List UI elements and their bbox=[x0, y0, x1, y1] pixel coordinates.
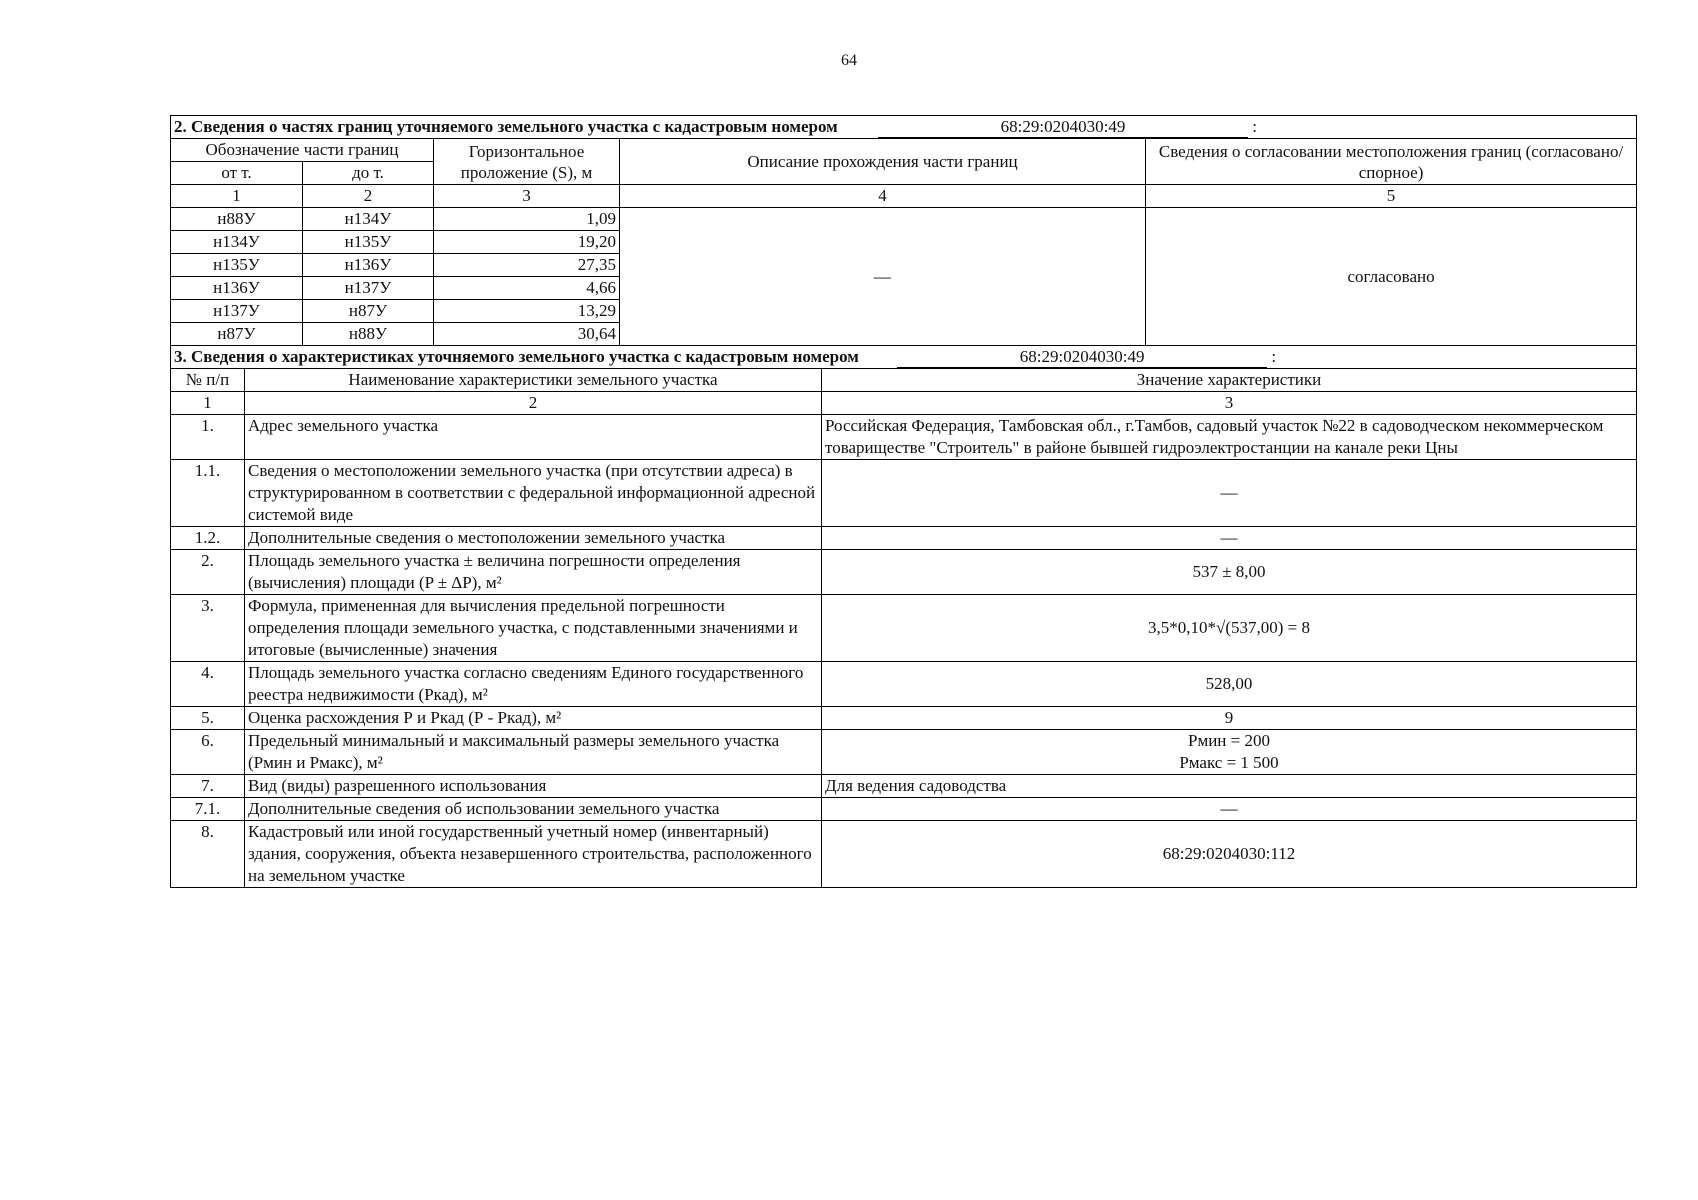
characteristic-value: 9 bbox=[822, 707, 1637, 730]
characteristic-value: — bbox=[822, 527, 1637, 550]
from-point: н87У bbox=[171, 323, 303, 346]
characteristic-value: 537 ± 8,00 bbox=[822, 550, 1637, 595]
characteristic-name: Вид (виды) разрешенного использования bbox=[245, 775, 822, 798]
characteristic-name: Дополнительные сведения о местоположении земельного участка bbox=[245, 527, 822, 550]
characteristic-name: Оценка расхождения Р и Ркад (Р - Ркад), м² bbox=[245, 707, 822, 730]
col-number: 1 bbox=[171, 392, 245, 415]
table-row bbox=[171, 707, 1637, 730]
row-number: 4. bbox=[171, 662, 245, 707]
value-header: Значение характеристики bbox=[822, 369, 1637, 392]
length-value: 4,66 bbox=[434, 277, 620, 300]
characteristic-value: 68:29:0204030:112 bbox=[822, 821, 1637, 888]
row-number: 7. bbox=[171, 775, 245, 798]
row-number: 6. bbox=[171, 730, 245, 775]
min-size-value: Рмин = 200 bbox=[1188, 731, 1270, 750]
to-point: н87У bbox=[303, 300, 434, 323]
characteristic-value: 3,5*0,10*√(537,00) = 8 bbox=[822, 595, 1637, 662]
max-size-value: Рмакс = 1 500 bbox=[1179, 753, 1279, 772]
from-point: н135У bbox=[171, 254, 303, 277]
length-value: 19,20 bbox=[434, 231, 620, 254]
col-number: 3 bbox=[434, 185, 620, 208]
characteristic-value: Для ведения садоводства bbox=[822, 775, 1637, 798]
section3-table bbox=[170, 345, 1637, 888]
table-row bbox=[171, 527, 1637, 550]
characteristic-name: Площадь земельного участка согласно сведениям Единого государственного реестра недвижимости (Ркад), м² bbox=[245, 662, 822, 707]
row-number: 1. bbox=[171, 415, 245, 460]
characteristic-value bbox=[822, 730, 1637, 775]
characteristic-name: Кадастровый или иной государственный учетный номер (инвентарный) здания, сооружения, объекта незавершенного строительства, расположенного на земельном участке bbox=[245, 821, 822, 888]
col-number: 4 bbox=[620, 185, 1146, 208]
to-point: н135У bbox=[303, 231, 434, 254]
description-value: — bbox=[620, 208, 1146, 346]
col-number: 2 bbox=[245, 392, 822, 415]
col-number: 3 bbox=[822, 392, 1637, 415]
col-number: 1 bbox=[171, 185, 303, 208]
from-point: н136У bbox=[171, 277, 303, 300]
row-number: 1.1. bbox=[171, 460, 245, 527]
section2-title-row bbox=[171, 116, 1637, 139]
to-point: н137У bbox=[303, 277, 434, 300]
section3-title-row bbox=[171, 346, 1637, 369]
characteristic-name: Сведения о местоположении земельного участка (при отсутствии адреса) в структурированном в соответствии с федеральной информационной адресной системой виде bbox=[245, 460, 822, 527]
characteristic-name: Адрес земельного участка bbox=[245, 415, 822, 460]
characteristic-value: — bbox=[822, 460, 1637, 527]
characteristic-value: — bbox=[822, 798, 1637, 821]
section2-colon: : bbox=[1252, 117, 1257, 136]
section3-cadastral-number: 68:29:0204030:49 bbox=[897, 347, 1267, 368]
length-header: Горизонтальное проложение (S), м bbox=[434, 139, 620, 185]
characteristic-name: Дополнительные сведения об использовании земельного участка bbox=[245, 798, 822, 821]
table-row bbox=[171, 821, 1637, 888]
length-value: 30,64 bbox=[434, 323, 620, 346]
section2-table bbox=[170, 115, 1637, 346]
from-point: н137У bbox=[171, 300, 303, 323]
row-number: 5. bbox=[171, 707, 245, 730]
table-row bbox=[171, 798, 1637, 821]
to-header: до т. bbox=[303, 162, 434, 185]
characteristic-value: 528,00 bbox=[822, 662, 1637, 707]
characteristic-name: Площадь земельного участка ± величина погрешности определения (вычисления) площади (P ± ΔP), м² bbox=[245, 550, 822, 595]
page-number: 64 bbox=[841, 52, 857, 69]
table-row bbox=[171, 460, 1637, 527]
table-row bbox=[171, 415, 1637, 460]
length-value: 27,35 bbox=[434, 254, 620, 277]
section2-title: 2. Сведения о частях границ уточняемого земельного участка с кадастровым номером bbox=[174, 117, 838, 136]
name-header: Наименование характеристики земельного участка bbox=[245, 369, 822, 392]
num-header: № п/п bbox=[171, 369, 245, 392]
to-point: н134У bbox=[303, 208, 434, 231]
col-number: 5 bbox=[1146, 185, 1637, 208]
from-point: н88У bbox=[171, 208, 303, 231]
characteristic-name: Формула, примененная для вычисления предельной погрешности определения площади земельного участка, с подставленными значениями и итоговые (вычисленные) значения bbox=[245, 595, 822, 662]
document-body bbox=[170, 115, 1636, 888]
table-row bbox=[171, 662, 1637, 707]
to-point: н88У bbox=[303, 323, 434, 346]
characteristic-value: Российская Федерация, Тамбовская обл., г.Тамбов, садовый участок №22 в садоводческом некоммерческом товариществе "Строитель" в районе бывшей гидроэлектростанции на канале реки Цны bbox=[822, 415, 1637, 460]
section3-colon: : bbox=[1271, 347, 1277, 366]
length-value: 1,09 bbox=[434, 208, 620, 231]
length-value: 13,29 bbox=[434, 300, 620, 323]
agreement-value: согласовано bbox=[1146, 208, 1637, 346]
designation-header: Обозначение части границ bbox=[171, 139, 434, 162]
row-number: 7.1. bbox=[171, 798, 245, 821]
table-row bbox=[171, 595, 1637, 662]
table-row bbox=[171, 550, 1637, 595]
row-number: 8. bbox=[171, 821, 245, 888]
row-number: 2. bbox=[171, 550, 245, 595]
description-header: Описание прохождения части границ bbox=[620, 139, 1146, 185]
row-number: 3. bbox=[171, 595, 245, 662]
characteristic-name: Предельный минимальный и максимальный размеры земельного участка (Рмин и Рмакс), м² bbox=[245, 730, 822, 775]
section2-cadastral-number: 68:29:0204030:49 bbox=[878, 117, 1248, 138]
col-number: 2 bbox=[303, 185, 434, 208]
from-point: н134У bbox=[171, 231, 303, 254]
section3-title: 3. Сведения о характеристиках уточняемого земельного участка с кадастровым номером bbox=[174, 347, 859, 366]
table-row bbox=[171, 730, 1637, 775]
table-row bbox=[171, 775, 1637, 798]
from-header: от т. bbox=[171, 162, 303, 185]
row-number: 1.2. bbox=[171, 527, 245, 550]
agreement-header: Сведения о согласовании местоположения границ (согласовано/спорное) bbox=[1146, 139, 1637, 185]
to-point: н136У bbox=[303, 254, 434, 277]
table-row bbox=[171, 208, 1637, 231]
